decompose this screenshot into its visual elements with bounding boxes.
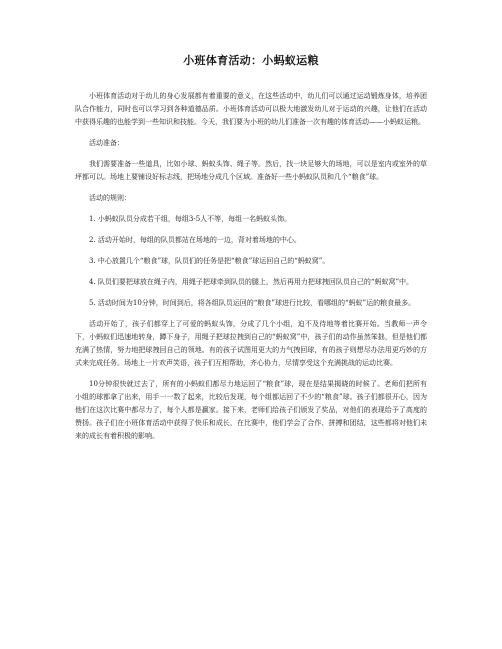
rule-item: 5. 活动时间为10分钟，时间到后，将各组队员运回的“粮食”球进行比较，看哪组的“蚂蚁”运的粮食最多。 [89, 299, 416, 307]
rule-item: 4. 队员们要把球放在绳子内，用绳子把球牵到队员的腿上，然后再用力把球拽回队员自己的“蚂蚁窝”中。 [89, 278, 414, 286]
rule-item: 1. 小蚂蚁队员分成若干组，每组3-5人不等，每组一名蚂蚁头饰。 [89, 215, 292, 223]
rule-item: 2. 活动开始时，每组的队员都站在场地的一边，背对着场地的中心。 [89, 236, 301, 244]
rules-heading: 活动的规则： [89, 194, 131, 202]
result-paragraph: 10分钟很快就过去了，所有的小蚂蚁们都尽力地运回了“粮食”球，现在是结果揭晓的时候了。老师们把所有小组的球都拿了出来，用手一一数了起来，比较后发现，每个组都运回了不少的“粮食”球。孩子们都很开心，因为他们在这次比赛中都尽力了，每个人都是赢家。接下来，老师们给孩子们颁发了奖品，对他们的表现给予了高度的赞扬。孩子们在小班体育活动中获得了快乐和成长，在比赛中，他们学会了合作、拼搏和团结，这些都将对他们未来的成长有着积极的影响。 [75, 380, 427, 440]
page-title: 小班体育活动：小蚂蚁运粮 [183, 54, 319, 67]
prep-heading: 活动准备： [89, 139, 124, 147]
document-body [75, 90, 427, 451]
activity-paragraph: 活动开始了，孩子们都穿上了可爱的蚂蚁头饰，分成了几个小组，迫不及待地等着比赛开始。当教师一声令下，小蚂蚁们迅速地转身，蹲下身子，用绳子把球拉拽到自己的“蚂蚁窝”中，孩子们的动作虽然笨拙，但是他们都充满了热情，努力地把球拽回自己的领地。有的孩子试图用更大的力气拽回球，有的孩子则想尽办法用更巧妙的方式来完成任务。场地上一片欢声笑语，孩子们互相帮助，齐心协力，尽情享受这个充满挑战的运动比赛。 [75, 320, 427, 367]
intro-paragraph: 小班体育活动对于幼儿的身心发展都有着重要的意义，在这些活动中，幼儿们可以通过运动锻炼身体，培养团队合作能力，同时也可以学习到各种道德品质。小班体育活动可以极大地激发幼儿对于运动的兴趣，让他们在活动中获得乐趣的也能学到一些知识和技能。今天，我们要为小班的幼儿们准备一次有趣的体育活动——小蚂蚁运粮。 [75, 92, 427, 126]
prep-paragraph: 我们需要准备一些道具，比如小球、蚂蚁头饰、绳子等。然后，找一块足够大的场地，可以是室内或室外的草坪都可以。场地上要铺设好标志线，把场地分成几个区域。准备好一些小蚂蚁队员和几个“粮食”球。 [75, 160, 427, 181]
rule-item: 3. 中心放置几个“粮食”球，队员们的任务是把“粮食”球运回自己的“蚂蚁窝”。 [89, 257, 330, 265]
